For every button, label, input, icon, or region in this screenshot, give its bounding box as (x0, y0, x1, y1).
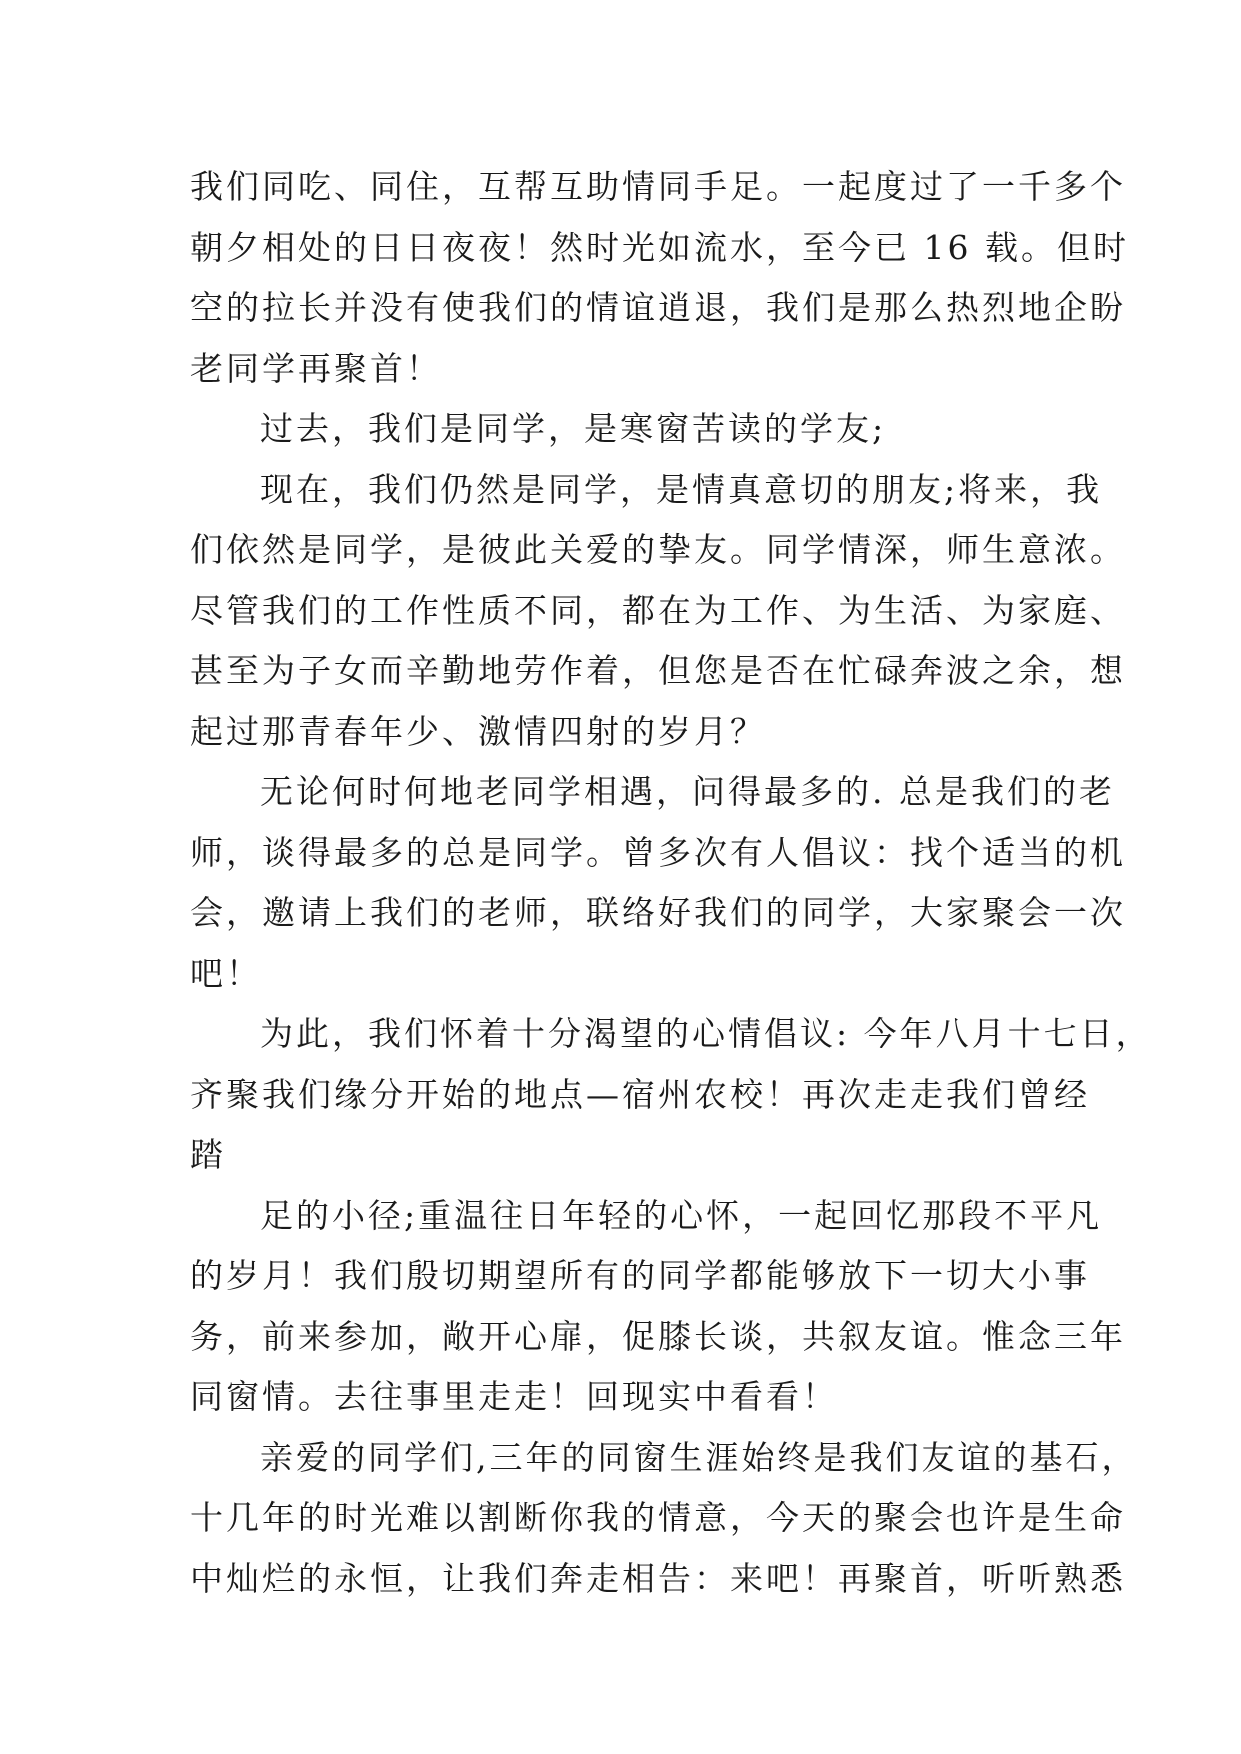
text-line: 会，邀请上我们的老师，联络好我们的同学，大家聚会一次 (190, 893, 1126, 932)
document-body (190, 157, 1152, 1609)
text-line: 起过那青春年少、激情四射的岁月？ (190, 711, 766, 751)
text-line: 中灿烂的永恒，让我们奔走相告：来吧！再聚首，听听熟悉 (190, 1558, 1126, 1598)
text-line: 朝夕相处的日日夜夜！然时光如流水，至今已 16 载。但时 (190, 227, 1129, 267)
text-line: 我们同吃、同住，互帮互助情同手足。一起度过了一千多个 (190, 167, 1126, 206)
text-line: 十几年的时光难以割断你我的情意，今天的聚会也许是生命 (190, 1498, 1126, 1537)
text-line: 务，前来参加，敞开心扉，促膝长谈，共叙友谊。惟念三年 (190, 1316, 1126, 1356)
text-line: 亲爱的同学们,三年的同窗生涯始终是我们友谊的基石， (260, 1437, 1138, 1477)
text-line: 甚至为子女而辛勤地劳作着，但您是否在忙碌奔波之余，想 (190, 651, 1126, 690)
text-line: 师，谈得最多的总是同学。曾多次有人倡议：找个适当的机 (190, 832, 1126, 872)
text-line: 们依然是同学，是彼此关爱的挚友。同学情深，师生意浓。 (190, 530, 1126, 569)
text-line: 同窗情。去往事里走走！回现实中看看！ (190, 1377, 838, 1416)
text-line: 老同学再聚首！ (190, 348, 442, 388)
text-line: 为此，我们怀着十分渴望的心情倡议: 今年八月十七日， (260, 1014, 1152, 1053)
text-line: 过去，我们是同学，是寒窗苦读的学友; (260, 409, 887, 448)
text-line: 现在，我们仍然是同学，是情真意切的朋友;将来，我 (260, 469, 1103, 509)
text-line: 的岁月！我们殷切期望所有的同学都能够放下一切大小事 (190, 1256, 1090, 1295)
text-line: 无论何时何地老同学相遇，问得最多的. 总是我们的老 (260, 772, 1115, 811)
text-line: 尽管我们的工作性质不同，都在为工作、为生活、为家庭、 (190, 590, 1126, 630)
text-line: 齐聚我们缘分开始的地点—宿州农校！再次走走我们曾经 (190, 1074, 1090, 1114)
text-line: 足的小径;重温往日年轻的心怀，一起回忆那段不平凡 (260, 1195, 1103, 1235)
text-line: 吧！ (190, 953, 262, 993)
text-line: 踏 (190, 1135, 226, 1174)
text-line: 空的拉长并没有使我们的情谊逍退，我们是那么热烈地企盼 (190, 288, 1126, 327)
